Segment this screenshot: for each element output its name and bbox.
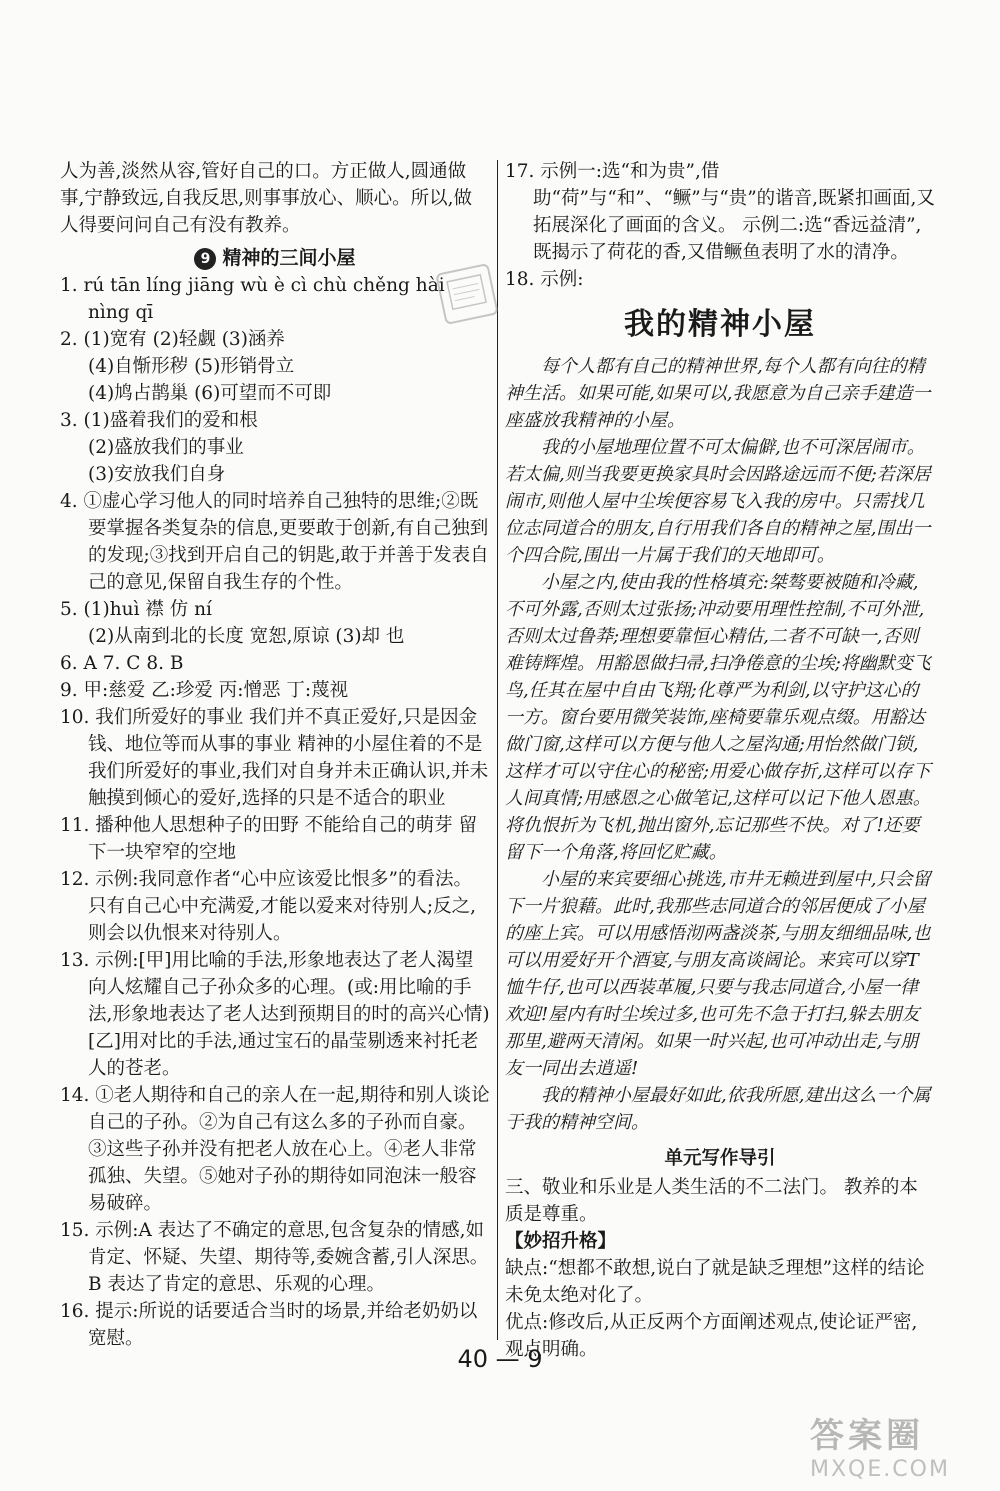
site-logo-watermark <box>810 1408 970 1482</box>
answer-16: 16. 提示:所说的话要适合当时的场景,并给老奶奶以宽慰。 <box>60 1301 478 1349</box>
stamp-watermark <box>435 263 499 325</box>
unit-writing-title: 单元写作导引 <box>664 1148 776 1169</box>
essay-paragraph-3: 小屋之内,使由我的性格填充:桀骜要被随和冷藏,不可外露,否则太过张扬;冲动要用理性控制,不可外泄,否则太过鲁莽;理想要靠恒心精估,二者不可缺一,否则难铸辉煌。用豁恩做扫帚,扫净倦意的尘埃;将幽默变飞鸟,任其在屋中自由飞翔;化尊严为利剑,以守护这心的一方。窗台要用微笑装饰,座椅要靠乐观点缀。用豁达做门窗,这样可以方便与他人之屋沟通;用怡然做门锁,这样才可以守住心的秘密;用爱心做存折,这样可以存下人间真情;用感恩之心做笔记,这样可以记下他人恩惠。将仇恨折为飞机,抛出窗外,忘记那些不快。对了!还要留下一个角落,将回忆贮藏。 <box>505 572 931 863</box>
answer-12: 12. 示例:我同意作者“心中应该爱比恨多”的看法。只有自己心中充满爱,才能以爱来对待别人;反之,则会以仇恨来对待别人。 <box>60 869 476 944</box>
section-number-badge: 9 <box>194 248 216 270</box>
answer-5a: 5. (1)huì 襟 仿 ní <box>60 599 212 620</box>
answer-6-8: 6. A 7. C 8. B <box>60 653 184 674</box>
section-heading <box>60 243 490 270</box>
answer-3b: (2)盛放我们的事业 <box>88 437 244 458</box>
logo-small-text: MXQE.COM <box>810 1457 950 1482</box>
answer-3c: (3)安放我们自身 <box>88 464 226 485</box>
essay-paragraph-1: 每个人都有自己的精神世界,每个人都有向往的精神生活。如果可能,如果可以,我愿意为自己亲手建造一座盛放我精神的小屋。 <box>505 356 931 431</box>
essay-paragraph-5: 我的精神小屋最好如此,依我所愿,建出这么一个属于我的精神空间。 <box>505 1085 931 1133</box>
logo-big-text: 答案圈 <box>810 1416 924 1456</box>
answer-11: 11. 播种他人思想种子的田野 不能给自己的萌芽 留下一块窄窄的空地 <box>60 815 478 863</box>
answer-13: 13. 示例:[甲]用比喻的手法,形象地表达了老人渴望向人炫耀自己子孙众多的心理。(或:用比喻的手法,形象地表达了老人达到预期目的时的高兴心情) [乙]用对比的手法,通过宝石的晶莹剔透来衬托老人的苍老。 <box>60 950 490 1079</box>
answer-2c: (4)鸠占鹊巢 (6)可望而不可即 <box>88 383 332 404</box>
right-column <box>505 158 935 1363</box>
answer-5b: (2)从南到北的长度 宽恕,原谅 (3)却 也 <box>88 626 405 647</box>
essay-paragraph-4: 小屋的来宾要细心挑选,市井无赖进到屋中,只会留下一片狼藉。此时,我那些志同道合的邻居便成了小屋的座上宾。可以用感悟沏两盏淡茶,与朋友细细品味,也可以用爱好开个酒宴,与朋友高谈阔论。来宾可以穿T恤牛仔,也可以西装革履,只要与我志同道合,小屋一律欢迎!屋内有时尘埃过多,也可先不急于打扫,躲去朋友那里,避两天清闲。如果一时兴起,也可冲动出走,与朋友一同出去逍遥! <box>505 869 931 1079</box>
answer-2a: 2. (1)宽宥 (2)轻觑 (3)涵养 <box>60 329 285 350</box>
left-column <box>60 158 490 1352</box>
answer-17: 17. 示例一:选“和为贵”,借助“荷”与“和”、“鳜”与“贵”的谐音,既紧扣画面,又拓展深化了画面的含义。 示例二:选“香远益清”,既揭示了荷花的香,又借鳜鱼表明了水的清净。 <box>505 161 935 263</box>
answer-9: 9. 甲:慈爱 乙:珍爱 丙:憎恶 丁:蔑视 <box>60 680 349 701</box>
essay-title: 我的精神小屋 <box>624 307 816 342</box>
answer-4: 4. ①虚心学习他人的同时培养自己独特的思维;②既要掌握各类复杂的信息,更要敢于创新,有自己独到的发现;③找到开启自己的钥匙,敢于并善于发表自己的意见,保留自我生存的个性。 <box>60 491 489 593</box>
intro-line-2: 事,宁静致远,自我反思,则事事放心、顺心。所以,做 <box>60 188 473 209</box>
answer-1b: nìng qī <box>88 302 154 323</box>
answer-3a: 3. (1)盛着我们的爱和根 <box>60 410 258 431</box>
advantage-text: 优点:修改后,从正反两个方面阐述观点,使论证严密,观点明确。 <box>505 1312 918 1360</box>
answer-1a: 1. rú tān líng jiāng wù è cì chù chěng hài <box>60 275 445 296</box>
answer-10: 10. 我们所爱好的事业 我们并不真正爱好,只是因金钱、地位等而从事的事业 精神的小屋住着的不是我们所爱好的事业,我们对自身并未正确认识,并未触摸到倾心的爱好,选择的只是不适合的职业 <box>60 707 489 809</box>
shortcoming-text: 缺点:“想都不敢想,说白了就是缺乏理想”这样的结论未免太绝对化了。 <box>505 1258 925 1306</box>
unit-line: 三、敬业和乐业是人类生活的不二法门。 教养的本质是尊重。 <box>505 1177 918 1225</box>
page-number: 40 — 9 <box>457 1345 543 1373</box>
essay-paragraph-2: 我的小屋地理位置不可太偏僻,也不可深居闹市。若太偏,则当我要更换家具时会因路途远而不便;若深居闹市,则他人屋中尘埃便容易飞入我的房中。只需找几位志同道合的朋友,自行用我们各自的精神之屋,围出一个四合院,围出一片属于我们的天地即可。 <box>505 437 931 566</box>
answer-15a: 15. 示例:A 表达了不确定的意思,包含复杂的情感,如肯定、怀疑、失望、期待等,委婉含蓄,引人深思。 <box>60 1220 489 1268</box>
column-divider <box>497 160 498 1340</box>
answer-14: 14. ①老人期待和自己的亲人在一起,期待和别人谈论自己的子孙。②为自己有这么多的子孙而自豪。③这些子孙并没有把老人放在心上。④老人非常孤独、失望。⑤她对子孙的期待如同泡沫一般容易破碎。 <box>60 1085 490 1214</box>
tip-title: 【妙招升格】 <box>505 1231 617 1252</box>
intro-line-1: 人为善,淡然从容,管好自己的口。方正做人,圆通做 <box>60 161 467 182</box>
answer-15b: B 表达了肯定的意思、乐观的心理。 <box>88 1274 385 1295</box>
answer-2b: (4)自惭形秽 (5)形销骨立 <box>88 356 295 377</box>
intro-line-3: 人得要问问自己有没有教养。 <box>60 215 301 236</box>
section-title: 精神的三间小屋 <box>222 247 356 269</box>
answer-18: 18. 示例: <box>505 269 584 290</box>
